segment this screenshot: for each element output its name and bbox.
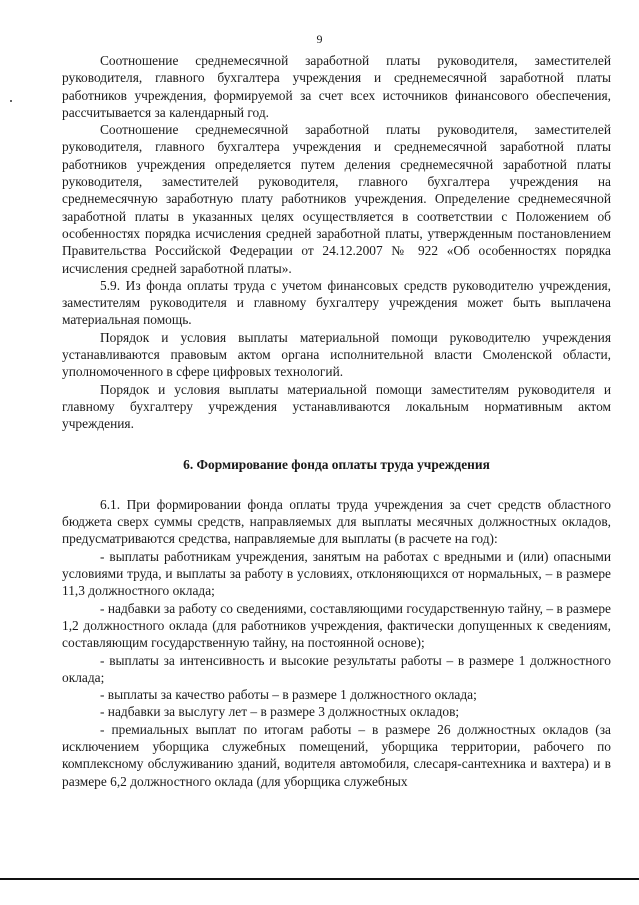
paragraph: Порядок и условия выплаты материальной помощи заместителям руководителя и главному бухгалтеру учреждения устанавливаются локальным нормативным актом учреждения. bbox=[62, 381, 611, 432]
list-item: - надбавки за работу со сведениями, составляющими государственную тайну, – в размере 1,2 должностного оклада (для работников учреждения, фактически допущенных к сведениям, составляющим государственную тайну, на постоянной основе); bbox=[62, 600, 611, 651]
paragraph: Соотношение среднемесячной заработной платы руководителя, заместителей руководителя, главного бухгалтера учреждения и среднемесячной заработной платы работников учреждения определяется путем деления среднемесячной заработной платы руководителя, заместителей руководителя, главного бухгалтера учреждения на среднемесячную заработную плату работников учреждения. Определение среднемесячной заработной платы в указанных целях осуществляется в соответствии с Положением об особенностях порядка исчисления средней заработной платы, утвержденным постановлением Правительства Российской Федерации от 24.12.2007 № 922 «Об особенностях порядка исчисления средней заработной платы». bbox=[62, 122, 611, 276]
list-item: - выплаты за интенсивность и высокие результаты работы – в размере 1 должностного оклада; bbox=[62, 652, 611, 685]
list-item: - выплаты работникам учреждения, занятым на работах с вредными и (или) опасными условиями труда, и выплаты за работу в условиях, отклоняющихся от нормальных, – в размере 11,3 должностного оклада; bbox=[62, 548, 611, 599]
paragraph: 6.1. При формировании фонда оплаты труда учреждения за счет средств областного бюджета сверх суммы средств, направляемых для выплаты месячных должностных окладов, предусматриваются средства, направляемые для выплаты (в расчете на год): bbox=[62, 496, 611, 547]
paragraph: Порядок и условия выплаты материальной помощи руководителю учреждения устанавливаются правовым актом органа исполнительной власти Смоленской области, уполномоченного в сфере цифровых технологий. bbox=[62, 329, 611, 380]
list-item: - премиальных выплат по итогам работы – в размере 26 должностных окладов (за исключением уборщика служебных помещений, уборщика территории, рабочего по комплексному обслуживанию зданий, водителя автомобиля, слесаря-сантехника и вахтера) и в размере 6,2 должностного оклада (для уборщика служебных bbox=[62, 721, 611, 789]
document-body bbox=[62, 52, 611, 790]
page-number: 9 bbox=[316, 32, 323, 46]
bottom-border-line bbox=[0, 878, 639, 880]
list-item: - надбавки за выслугу лет – в размере 3 должностных окладов; bbox=[100, 704, 460, 720]
section-heading: 6. Формирование фонда оплаты труда учреждения bbox=[183, 456, 490, 472]
margin-speck bbox=[10, 100, 12, 102]
list-item: - выплаты за качество работы – в размере 1 должностного оклада; bbox=[100, 687, 477, 703]
paragraph: Соотношение среднемесячной заработной платы руководителя, заместителей руководителя, главного бухгалтера учреждения и среднемесячной заработной платы работников учреждения, формируемой за счет всех источников финансового обеспечения, рассчитывается за календарный год. bbox=[62, 53, 611, 120]
paragraph: 5.9. Из фонда оплаты труда с учетом финансовых средств руководителю учреждения, заместителям руководителя и главному бухгалтеру учреждения может быть выплачена материальная помощь. bbox=[62, 277, 611, 328]
